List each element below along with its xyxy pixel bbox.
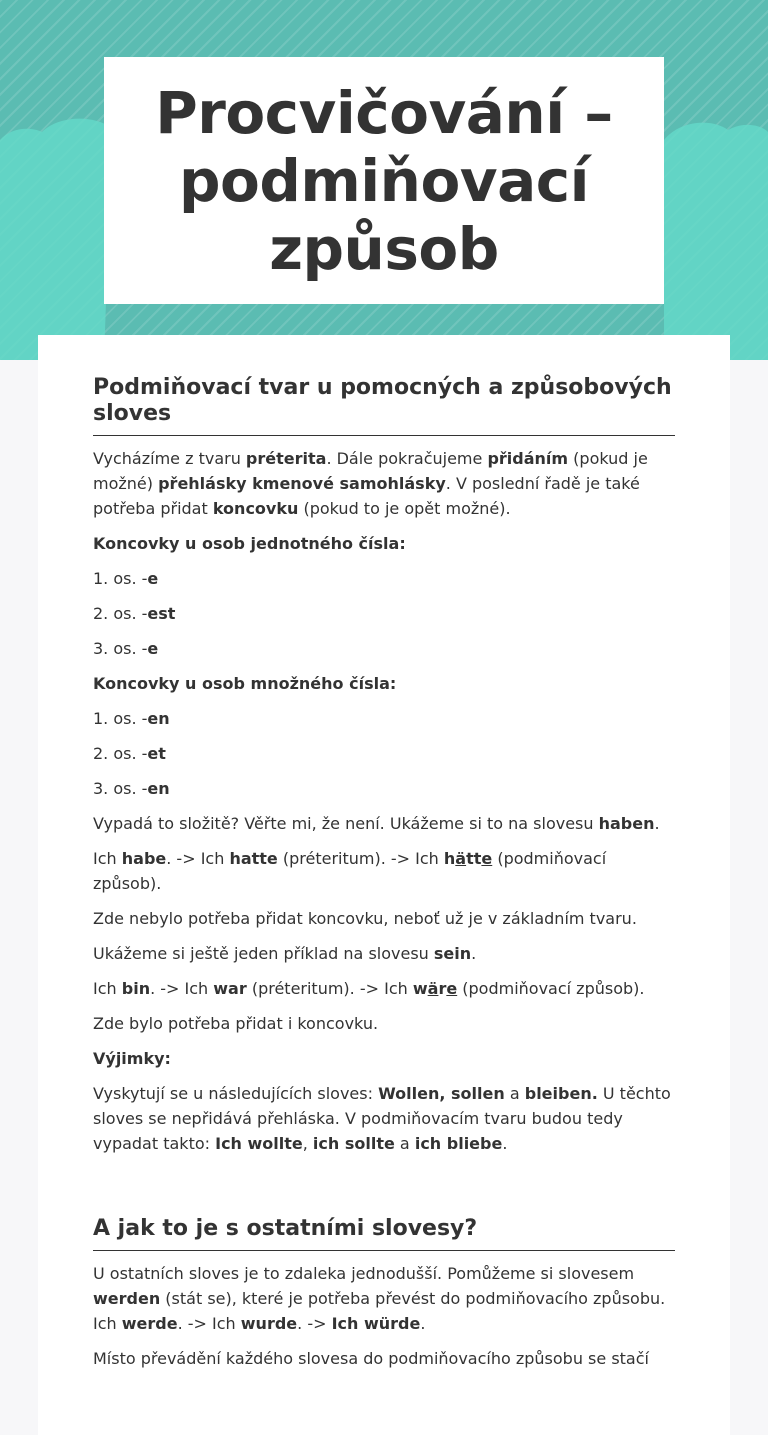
continued-paragraph: Místo převádění každého slovesa do podmiňovacího způsobu se stačí [93,1349,649,1368]
intro-paragraph: Vycházíme z tvaru préterita. Dále pokračujeme přidáním (pokud je možné) přehlásky kmenové samohlásky. V poslední řadě je také potřeba přidat koncovku (pokud to je opět možné). [93,449,648,518]
ending-item: 3. os. -en [93,779,170,798]
no-ending-note: Zde nebylo potřeba přidat koncovku, neboť už je v základním tvaru. [93,909,637,928]
other-verbs-paragraph: U ostatních sloves je to zdaleka jednodušší. Pomůžeme si slovesem werden (stát se), které je potřeba převést do podmiňovacího způsobu. Ich werde. -> Ich wurde. -> Ich würde. [93,1264,666,1333]
section-heading-other-verbs: A jak to je s ostatními slovesy? [93,1216,675,1251]
ending-item: 2. os. -et [93,744,166,763]
another-example-intro: Ukážeme si ještě jeden příklad na slovesu sein. [93,944,477,963]
exceptions-paragraph: Vyskytují se u následujících sloves: Wollen, sollen a bleiben. U těchto sloves se nepřidává přehláska. V podmiňovacím tvaru budou tedy vypadat takto: Ich wollte, ich sollte a ich bliebe. [93,1084,671,1153]
with-ending-note: Zde bylo potřeba přidat i koncovku. [93,1014,379,1033]
exceptions-heading: Výjimky: [93,1049,171,1068]
haben-example: Ich habe. -> Ich hatte (préteritum). -> Ich hätte (podmiňovací způsob). [93,849,607,893]
sein-example: Ich bin. -> Ich war (préteritum). -> Ich wäre (podmiňovací způsob). [93,979,645,998]
ending-item: 2. os. -est [93,604,176,623]
ending-item: 1. os. -e [93,569,159,588]
section-heading-modal-verbs: Podmiňovací tvar u pomocných a způsobových sloves [93,375,675,436]
singular-endings-heading: Koncovky u osob jednotného čísla: [93,534,406,553]
page-title: Procvičování – podmiňovací způsob [155,78,613,283]
ending-item: 3. os. -e [93,639,159,658]
section-spacer [93,1156,675,1216]
plural-endings-heading: Koncovky u osob množného čísla: [93,674,397,693]
content-card [38,335,730,1435]
complicated-paragraph: Vypadá to složitě? Věřte mi, že není. Ukážeme si to na slovesu haben. [93,814,660,833]
title-box [104,57,664,304]
article-content [93,375,675,1371]
ending-item: 1. os. -en [93,709,170,728]
